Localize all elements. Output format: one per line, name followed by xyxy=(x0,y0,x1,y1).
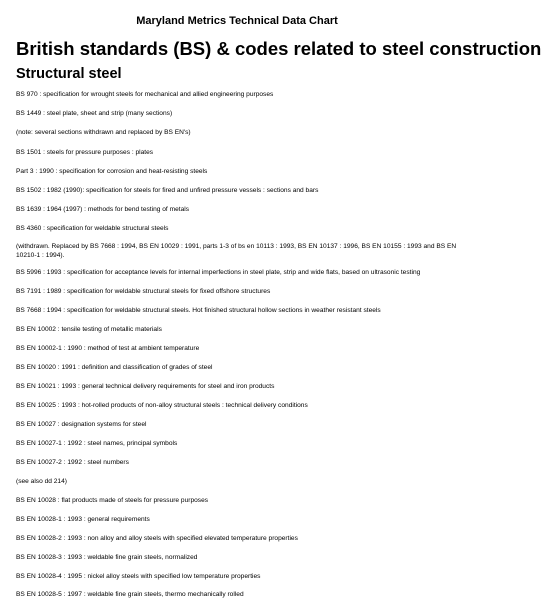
list-item: BS EN 10027-1 : 1992 : steel names, principal symbols xyxy=(16,440,178,447)
list-item: BS EN 10027-2 : 1992 : steel numbers xyxy=(16,459,129,466)
list-item: BS 7191 : 1989 : specification for weldable structural steels for fixed offshore structures xyxy=(16,288,271,295)
list-item: BS EN 10028-2 : 1993 : non alloy and alloy steels with specified elevated temperature properties xyxy=(16,535,298,542)
list-item: BS EN 10028-4 : 1995 : nickel alloy steels with specified low temperature properties xyxy=(16,573,261,580)
list-item: (see also dd 214) xyxy=(16,478,67,485)
list-item: (note: several sections withdrawn and replaced by BS EN's) xyxy=(16,129,191,136)
page-title: British standards (BS) & codes related to steel construction xyxy=(16,38,541,59)
list-item: BS 1501 : steels for pressure purposes : plates xyxy=(16,149,154,156)
list-item: BS EN 10002-1 : 1990 : method of test at ambient temperature xyxy=(16,345,200,352)
list-item: BS EN 10027 : designation systems for steel xyxy=(16,421,147,428)
list-item: BS EN 10025 : 1993 : hot-rolled products of non-alloy structural steels : technical delivery conditions xyxy=(16,402,308,409)
list-item: BS EN 10028 : flat products made of steels for pressure purposes xyxy=(16,497,209,504)
section-heading: Structural steel xyxy=(16,66,122,82)
list-item: BS 1502 : 1982 (1990): specification for steels for fired and unfired pressure vessels : sections and bars xyxy=(16,187,319,194)
list-item: BS EN 10021 : 1993 : general technical delivery requirements for steel and iron products xyxy=(16,383,275,390)
list-item: Part 3 : 1990 : specification for corrosion and heat-resisting steels xyxy=(16,168,208,175)
list-item: BS 7668 : 1994 : specification for weldable structural steels. Hot finished structural hollow sections in weather resistant steels xyxy=(16,307,381,314)
list-item: BS 4360 : specification for weldable structural steels xyxy=(16,225,169,232)
list-item: BS EN 10028-5 : 1997 : weldable fine grain steels, thermo mechanically rolled xyxy=(16,591,244,598)
list-item: BS EN 10020 : 1991 : definition and classification of grades of steel xyxy=(16,364,213,371)
list-item: BS EN 10028-3 : 1993 : weldable fine grain steels, normalized xyxy=(16,554,198,561)
list-item: BS 970 : specification for wrought steels for mechanical and allied engineering purposes xyxy=(16,91,274,98)
list-item: (withdrawn. Replaced by BS 7668 : 1994, BS EN 10029 : 1991, parts 1-3 of bs en 10113 : 1993, BS EN 10137 : 1996, BS EN 10155 : 1993 and BS EN 10210-1 : 1994). xyxy=(16,243,457,259)
list-item: BS 1639 : 1964 (1997) : methods for bend testing of metals xyxy=(16,206,190,213)
list-item: BS 1449 : steel plate, sheet and strip (many sections) xyxy=(16,110,173,117)
document-header: Maryland Metrics Technical Data Chart xyxy=(136,15,338,27)
list-item: BS EN 10028-1 : 1993 : general requirements xyxy=(16,516,150,523)
list-item: BS EN 10002 : tensile testing of metallic materials xyxy=(16,326,162,333)
list-item: BS 5996 : 1993 : specification for acceptance levels for internal imperfections in steel plate, strip and wide flats, based on ultrasonic testing xyxy=(16,269,421,276)
